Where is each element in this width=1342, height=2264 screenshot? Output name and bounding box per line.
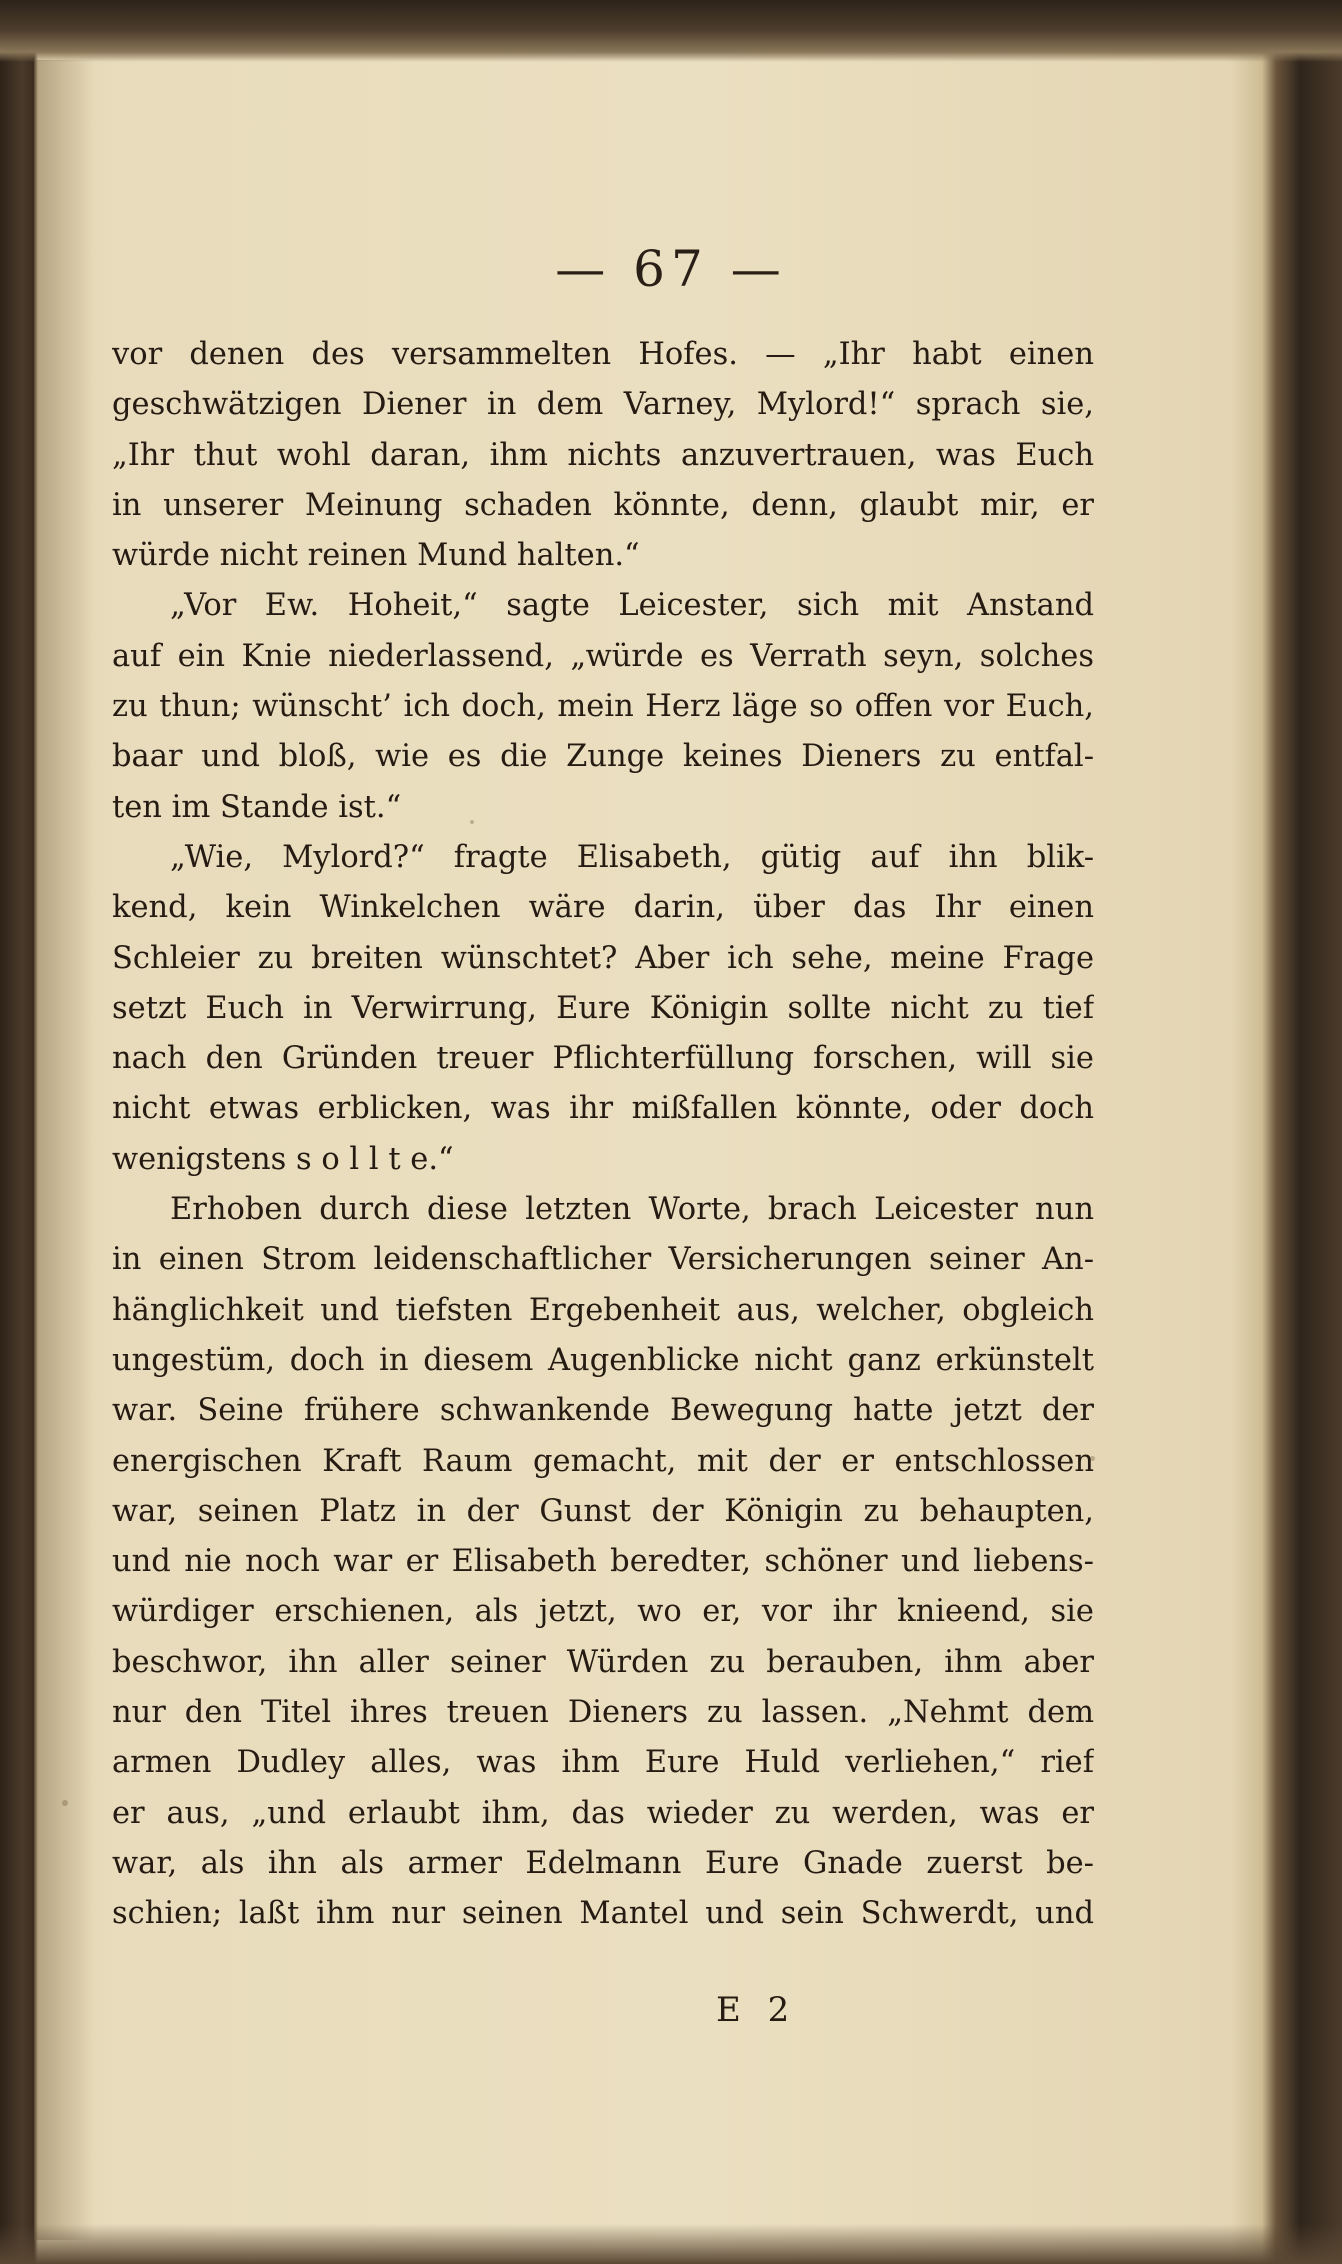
page-number: — 67 — (555, 240, 787, 298)
text-line: „Vor Ew. Hoheit,“ sagte Leicester, sich mit Anstand (170, 588, 1094, 624)
text-line: hänglichkeit und tiefsten Ergebenheit aus, welcher, obgleich (112, 1292, 1094, 1328)
text-line: energischen Kraft Raum gemacht, mit der er entschlossen (112, 1443, 1094, 1479)
text-line: er aus, „und erlaubt ihm, das wieder zu werden, was er (112, 1795, 1094, 1831)
text-line: vor denen des versammelten Hofes. — „Ihr habt einen (112, 337, 1094, 372)
text-line: war, als ihn als armer Edelmann Eure Gnade zuerst be- (112, 1845, 1094, 1881)
signature-mark: E 2 (716, 1990, 798, 2030)
text-line: auf ein Knie niederlassend, „würde es Verrath seyn, solches (112, 638, 1094, 674)
paper-speck (62, 1800, 68, 1806)
text-line: nicht etwas erblicken, was ihr mißfallen könnte, oder doch (112, 1091, 1094, 1127)
text-line: Erhoben durch diese letzten Worte, brach Leicester nun (170, 1192, 1094, 1228)
text-line: würde nicht reinen Mund halten.“ (112, 538, 640, 574)
text-line: baar und bloß, wie es die Zunge keines Dieners zu entfal- (112, 739, 1094, 775)
page-bottom-edge (0, 2224, 1342, 2264)
text-line: armen Dudley alles, was ihm Eure Huld verliehen,“ rief (112, 1745, 1094, 1781)
text-line: in einen Strom leidenschaftlicher Versicherungen seiner An- (112, 1242, 1094, 1278)
text-line: wenigstens s o l l t e.“ (112, 1141, 454, 1177)
text-line: kend, kein Winkelchen wäre darin, über das Ihr einen (112, 890, 1094, 926)
text-line: „Wie, Mylord?“ fragte Elisabeth, gütig auf ihn blik- (170, 839, 1094, 875)
text-line: in unserer Meinung schaden könnte, denn, glaubt mir, er (112, 487, 1094, 523)
text-line: würdiger erschienen, als jetzt, wo er, vor ihr knieend, sie (112, 1594, 1094, 1630)
text-line: setzt Euch in Verwirrung, Eure Königin sollte nicht zu tief (112, 990, 1094, 1026)
text-line: und nie noch war er Elisabeth beredter, schöner und liebens- (112, 1544, 1094, 1580)
text-line: ten im Stande ist.“ (112, 789, 402, 825)
text-line: „Ihr thut wohl daran, ihm nichts anzuvertrauen, was Euch (112, 437, 1094, 473)
text-line: nur den Titel ihres treuen Dieners zu lassen. „Nehmt dem (112, 1695, 1094, 1731)
text-line: ungestüm, doch in diesem Augenblicke nicht ganz erkünstelt (112, 1342, 1094, 1378)
spine-shadow (34, 60, 94, 2240)
text-line: geschwätzigen Diener in dem Varney, Mylord!“ sprach sie, (112, 387, 1094, 423)
page-top-edge (0, 0, 1342, 62)
text-line: zu thun; wünscht’ ich doch, mein Herz läge so offen vor Euch, (112, 689, 1094, 725)
text-line: schien; laßt ihm nur seinen Mantel und sein Schwerdt, und (112, 1896, 1094, 1932)
text-line: war, seinen Platz in der Gunst der Königin zu behaupten, (112, 1493, 1094, 1529)
text-line: nach den Gründen treuer Pflichterfüllung forschen, will sie (112, 1041, 1094, 1077)
body-text (112, 330, 1094, 1940)
text-line: war. Seine frühere schwankende Bewegung hatte jetzt der (112, 1393, 1094, 1429)
text-line: beschwor, ihn aller seiner Würden zu berauben, ihm aber (112, 1644, 1094, 1680)
text-line: Schleier zu breiten wünschtet? Aber ich sehe, meine Frage (112, 940, 1094, 976)
